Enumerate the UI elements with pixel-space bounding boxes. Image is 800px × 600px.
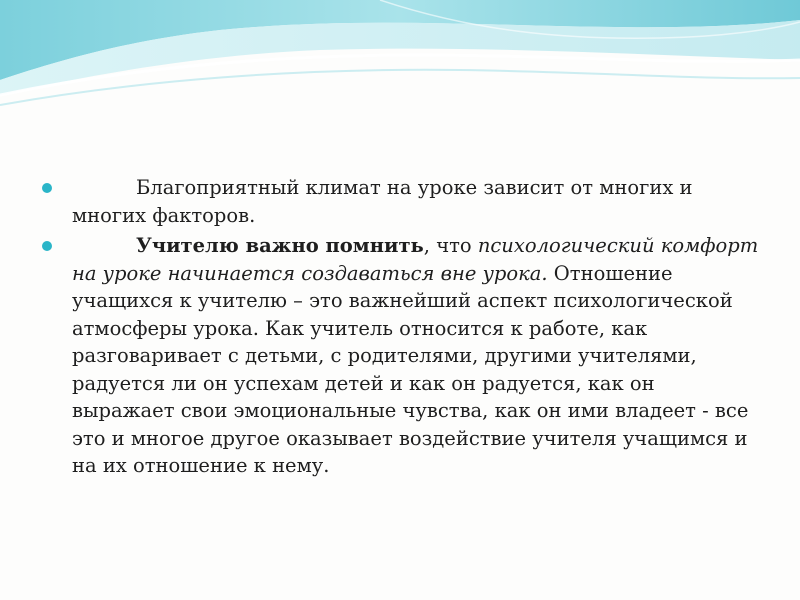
bullet-dot-icon bbox=[42, 241, 52, 251]
bullet-dot-icon bbox=[42, 183, 52, 193]
bullet-text: Отношение учащихся к учителю – это важнейший аспект психологической атмосферы урока. Как учитель относится к работе, как разговаривает с детьми, с родителями, другими учителями, радуется ли он успехам детей и как он радуется, как он выражает свои эмоциональные чувства, как он ими владеет - все это и многое другое оказывает воздействие учителя учащимся и на их отношение к нему. bbox=[72, 261, 749, 477]
slide-content bbox=[42, 174, 762, 483]
bullet-text: Благоприятный климат на уроке зависит от многих и многих факторов. bbox=[72, 176, 693, 227]
bullet-text: , что bbox=[423, 234, 478, 257]
bullet-item bbox=[42, 174, 762, 229]
decorative-wave-header bbox=[0, 0, 800, 130]
bullet-italic-text: психологический комфорт на уроке начинается создаваться вне урока. bbox=[72, 234, 759, 285]
bullet-bold-text: Учителю важно помнить bbox=[136, 234, 424, 257]
bullet-item bbox=[42, 232, 762, 480]
